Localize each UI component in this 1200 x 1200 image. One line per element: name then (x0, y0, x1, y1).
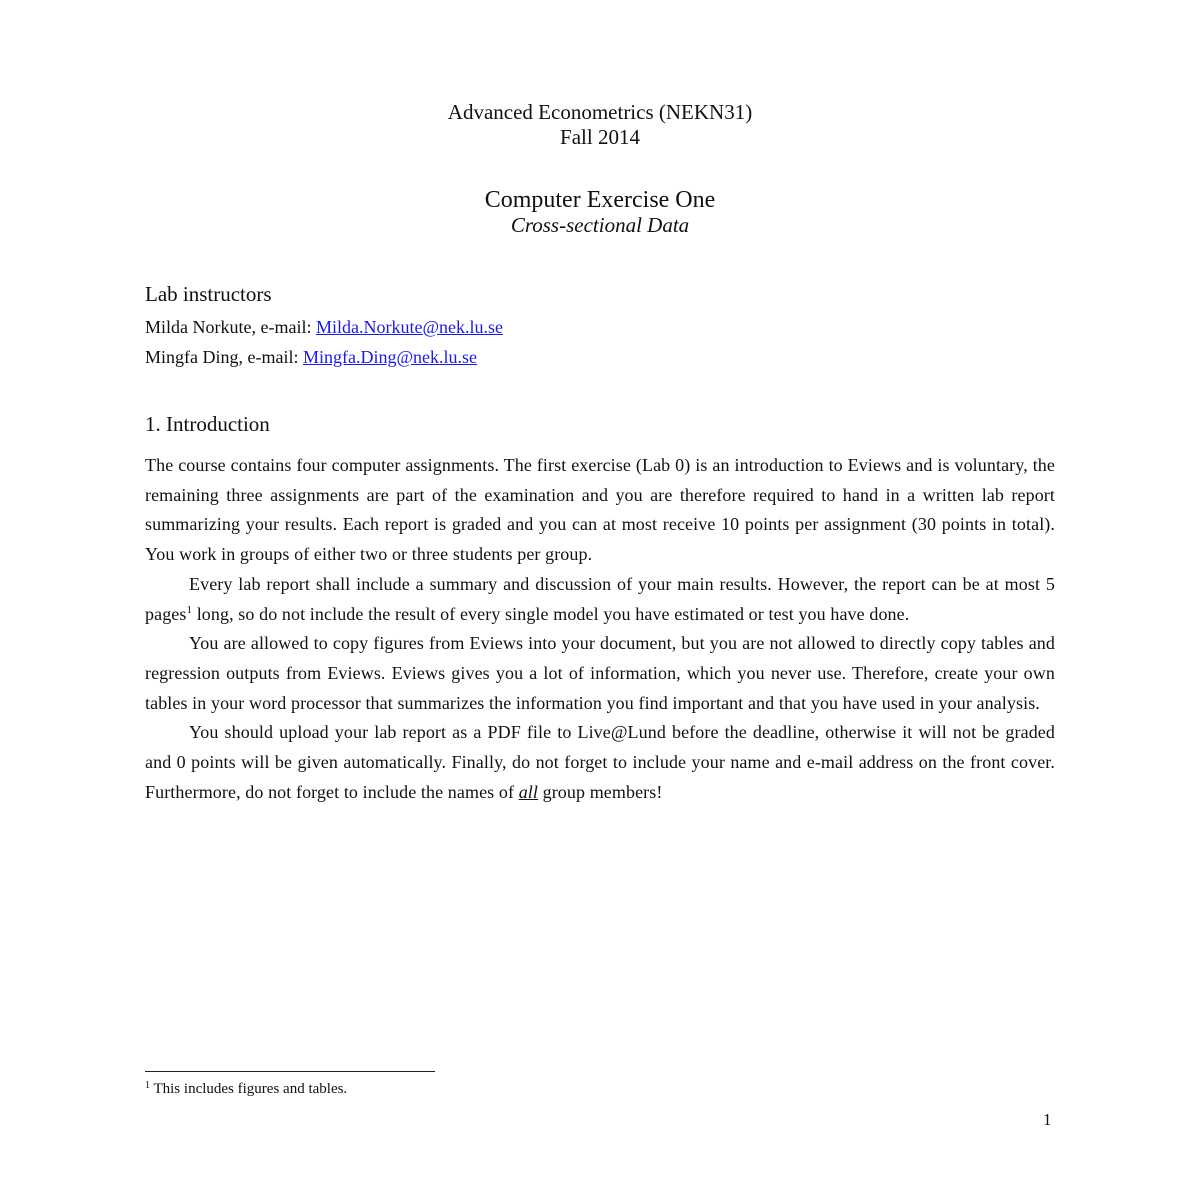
footnote-divider (145, 1071, 435, 1072)
instructor-name-1: Milda Norkute, e-mail: (145, 317, 316, 337)
paragraph-4-text-b: group members! (538, 781, 663, 802)
instructors-heading: Lab instructors (145, 282, 272, 306)
footnote-text: This includes figures and tables. (150, 1081, 348, 1097)
paragraph-4 (145, 718, 1055, 807)
instructor-email-link-1[interactable]: Milda.Norkute@nek.lu.se (315, 317, 504, 337)
instructor-name-2: Mingfa Ding, e-mail: (145, 347, 303, 367)
exercise-subtitle: Cross-sectional Data (510, 213, 690, 237)
paragraph-2-text-b: long, so do not include the result of every single model you have estimated or test you have done. (192, 603, 910, 624)
introduction-body (145, 451, 1055, 807)
instructor-line-2 (145, 346, 477, 368)
footnote-number: 1 (145, 1080, 150, 1091)
course-title: Advanced Econometrics (NEKN31) (447, 100, 753, 124)
instructor-line-1 (145, 316, 503, 338)
footnote (145, 1079, 347, 1099)
paragraph-4-text-a: You should upload your lab report as a PDF file to Live@Lund before the deadline, otherwise it will not be graded and 0 points will be given automatically. Finally, do not forget to include your name and e-mail address on the front cover. Furthermore, do not forget to include the names of (145, 722, 1055, 802)
paragraph-3: You are allowed to copy figures from Eviews into your document, but you are not allowed to directly copy tables and regression outputs from Eviews. Eviews gives you a lot of information, which you never use. Therefore, create your own tables in your word processor that summarizes the information you find important and that you have used in your analysis. (145, 633, 1055, 713)
emphasis-all: all (518, 781, 538, 802)
instructor-email-link-2[interactable]: Mingfa.Ding@nek.lu.se (302, 347, 478, 367)
page-number: 1 (1043, 1110, 1052, 1129)
paragraph-2 (145, 570, 1055, 629)
paragraph-1: The course contains four computer assignments. The first exercise (Lab 0) is an introduction to Eviews and is voluntary, the remaining three assignments are part of the examination and you are therefore required to hand in a written lab report summarizing your results. Each report is graded and you can at most receive 10 points per assignment (30 points in total). You work in groups of either two or three students per group. (145, 455, 1055, 565)
section-heading-introduction: 1. Introduction (145, 412, 270, 436)
term-label: Fall 2014 (560, 125, 640, 149)
exercise-title: Computer Exercise One (484, 187, 716, 213)
footnote-marker: 1 (186, 603, 193, 616)
paragraph-2-text-a: Every lab report shall include a summary and discussion of your main results. However, the report can be at most 5 pages (145, 573, 1055, 624)
